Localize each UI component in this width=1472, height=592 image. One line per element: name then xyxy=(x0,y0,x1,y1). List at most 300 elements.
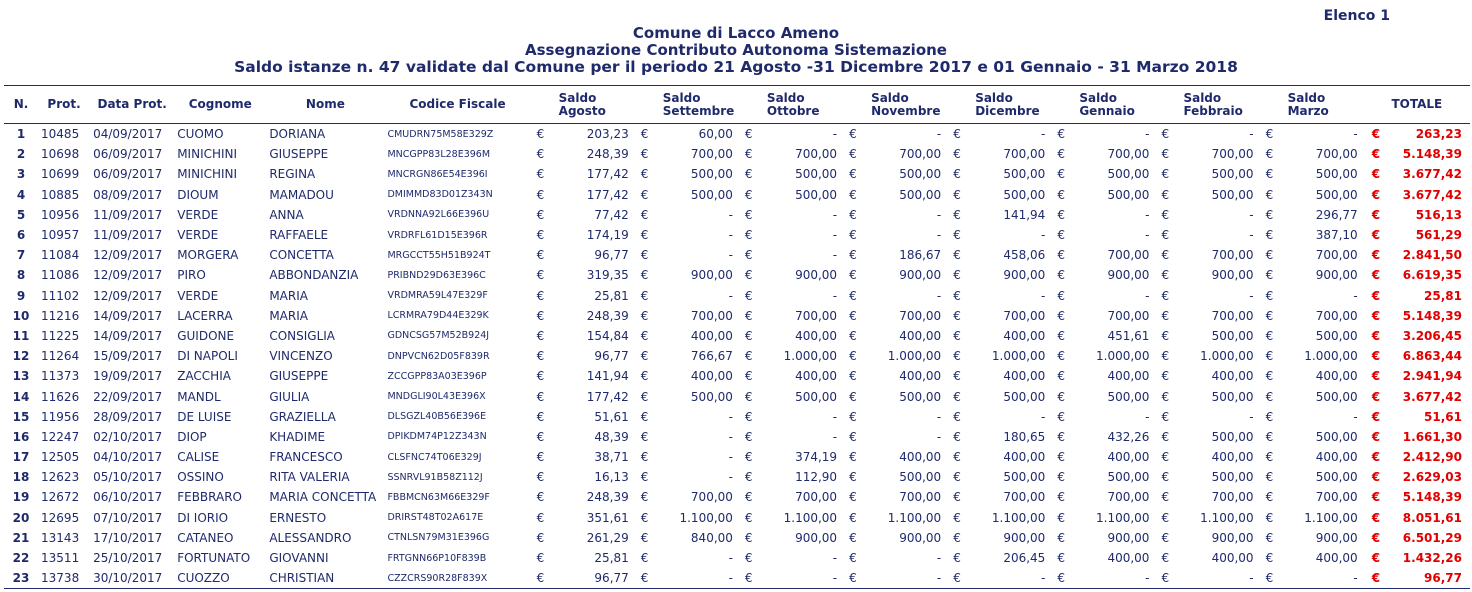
row-month-amount: - xyxy=(1177,568,1259,589)
row-month-amount: 248,39 xyxy=(586,147,629,162)
row-month-amount: 1.000,00 xyxy=(1096,349,1150,364)
row-month-amount: 432,26 xyxy=(1107,429,1150,444)
row-nome: MAMADOU xyxy=(269,187,334,202)
row-month-amount: - xyxy=(1073,568,1155,589)
row-month-amount: 374,19 xyxy=(795,450,838,465)
euro-symbol: € xyxy=(640,127,649,142)
row-cognome: MINICHINI xyxy=(177,147,238,162)
total-euro-symbol: € xyxy=(1371,510,1381,525)
euro-symbol: € xyxy=(744,429,753,444)
row-number: 22 xyxy=(12,551,30,566)
row-month-amount: 154,84 xyxy=(586,328,629,343)
euro-symbol: € xyxy=(536,450,545,465)
row-nome: GIULIA xyxy=(269,389,310,404)
euro-symbol: € xyxy=(536,207,545,222)
row-cognome: FORTUNATO xyxy=(177,551,251,566)
row-nome: ERNESTO xyxy=(269,510,327,525)
row-totale: 25,81 xyxy=(1424,288,1462,303)
row-totale: 1.432,26 xyxy=(1402,551,1462,566)
euro-symbol: € xyxy=(1057,228,1065,243)
row-data-prot: 02/10/2017 xyxy=(93,429,163,444)
header-codice-fiscale: Codice Fiscale xyxy=(384,86,530,124)
total-euro-symbol: € xyxy=(1371,268,1381,283)
row-number: 23 xyxy=(4,568,38,589)
euro-symbol: € xyxy=(1057,429,1065,444)
row-month-amount: 1.100,00 xyxy=(1200,510,1254,525)
table-row xyxy=(4,568,1470,589)
euro-symbol: € xyxy=(953,551,961,566)
row-nome: MARIA xyxy=(269,288,308,303)
row-codice-fiscale: ZCCGPP83A03E396P xyxy=(387,370,487,382)
row-number: 11 xyxy=(12,328,30,343)
euro-symbol: € xyxy=(849,207,857,222)
euro-symbol: € xyxy=(1265,147,1274,162)
row-nome: GIUSEPPE xyxy=(269,369,329,384)
euro-symbol: € xyxy=(1265,510,1274,525)
row-totale: 5.148,39 xyxy=(1402,308,1462,323)
row-month-amount: - xyxy=(1040,288,1046,303)
row-cognome: FEBBRARO xyxy=(177,490,242,505)
euro-symbol: € xyxy=(849,369,857,384)
row-month-amount: 500,00 xyxy=(1315,187,1358,202)
row-month-amount: 900,00 xyxy=(1315,530,1358,545)
row-month-amount: 400,00 xyxy=(899,328,942,343)
euro-symbol: € xyxy=(536,228,545,243)
row-totale: 5.148,39 xyxy=(1402,147,1462,162)
euro-symbol: € xyxy=(1265,308,1274,323)
row-month-amount: 96,77 xyxy=(594,248,629,263)
row-month-amount: 700,00 xyxy=(1211,308,1254,323)
row-month-amount: 1.100,00 xyxy=(887,510,942,525)
euro-symbol: € xyxy=(1265,369,1274,384)
euro-symbol: € xyxy=(635,568,657,589)
total-euro-symbol: € xyxy=(1371,167,1381,182)
header-n: N. xyxy=(4,86,38,124)
euro-symbol: € xyxy=(536,369,545,384)
row-codice-fiscale: VRDNNA92L66E396U xyxy=(387,209,490,221)
euro-symbol: € xyxy=(849,268,857,283)
euro-symbol: € xyxy=(744,268,753,283)
row-month-amount: - xyxy=(936,127,942,142)
row-cognome: LACERRA xyxy=(177,308,233,323)
table-body xyxy=(4,124,1470,589)
euro-symbol: € xyxy=(849,308,857,323)
euro-symbol: € xyxy=(744,187,753,202)
row-nome: CONCETTA xyxy=(269,248,334,263)
row-totale: 3.206,45 xyxy=(1402,328,1462,343)
row-month-amount: 400,00 xyxy=(1003,450,1046,465)
row-month-amount: 112,90 xyxy=(795,470,838,485)
row-month-amount: - xyxy=(832,288,838,303)
euro-symbol: € xyxy=(536,551,545,566)
row-month-amount: 500,00 xyxy=(690,389,733,404)
row-data-prot: 11/09/2017 xyxy=(93,207,163,222)
total-euro-symbol: € xyxy=(1371,369,1381,384)
euro-symbol: € xyxy=(1265,328,1274,343)
row-month-amount: - xyxy=(728,429,733,444)
euro-symbol: € xyxy=(1057,187,1065,202)
euro-symbol: € xyxy=(953,510,961,525)
row-month-amount: 1.100,00 xyxy=(991,510,1046,525)
row-codice-fiscale: DMIMMD83D01Z343N xyxy=(387,189,493,201)
row-month-amount: 700,00 xyxy=(1003,308,1046,323)
row-month-amount: 51,61 xyxy=(594,409,629,424)
row-number: 9 xyxy=(16,288,26,303)
euro-symbol: € xyxy=(640,470,649,485)
row-number: 15 xyxy=(12,409,30,424)
header-prot: Prot. xyxy=(38,86,90,124)
total-euro-symbol: € xyxy=(1371,389,1381,404)
row-month-amount: 500,00 xyxy=(1211,328,1254,343)
euro-symbol: € xyxy=(849,389,857,404)
row-month-amount: 500,00 xyxy=(1003,470,1046,485)
row-month-amount: 500,00 xyxy=(899,470,942,485)
row-codice-fiscale: DPIKDM74P12Z343N xyxy=(387,431,487,443)
euro-symbol: € xyxy=(536,147,545,162)
euro-symbol: € xyxy=(744,308,753,323)
euro-symbol: € xyxy=(953,127,961,142)
euro-symbol: € xyxy=(953,389,961,404)
row-month-amount: 700,00 xyxy=(1003,490,1046,505)
row-month-amount: 900,00 xyxy=(1107,530,1150,545)
table-row xyxy=(4,185,1470,205)
row-totale: 6.501,29 xyxy=(1402,530,1462,545)
euro-symbol: € xyxy=(1260,568,1282,589)
row-month-amount: 700,00 xyxy=(1315,248,1358,263)
euro-symbol: € xyxy=(1057,328,1065,343)
euro-symbol: € xyxy=(1057,308,1065,323)
euro-symbol: € xyxy=(953,147,961,162)
row-month-amount: 400,00 xyxy=(1003,369,1046,384)
row-number: 3 xyxy=(16,167,26,182)
row-month-amount: - xyxy=(761,568,843,589)
euro-symbol: € xyxy=(1265,248,1274,263)
row-cognome: CATANEO xyxy=(177,530,234,545)
row-month-amount: 141,94 xyxy=(586,369,629,384)
euro-symbol: € xyxy=(640,429,649,444)
row-nome: ALESSANDRO xyxy=(269,530,352,545)
document-title-block xyxy=(0,25,1472,76)
euro-symbol: € xyxy=(536,288,545,303)
euro-symbol: € xyxy=(1265,450,1274,465)
row-nome: RITA VALERIA xyxy=(269,470,350,485)
total-euro-symbol: € xyxy=(1371,349,1381,364)
row-month-amount: 500,00 xyxy=(1211,187,1254,202)
row-month-amount: 900,00 xyxy=(1211,268,1254,283)
row-month-amount: - xyxy=(832,248,838,263)
row-cognome: CUOMO xyxy=(177,127,224,142)
row-month-amount: 500,00 xyxy=(1315,389,1358,404)
euro-symbol: € xyxy=(1161,429,1170,444)
row-cognome: CALISE xyxy=(177,450,220,465)
euro-symbol: € xyxy=(640,389,649,404)
row-prot: 13143 xyxy=(41,530,80,545)
row-month-amount: 1.000,00 xyxy=(1304,349,1358,364)
euro-symbol: € xyxy=(1161,490,1170,505)
row-month-amount: 400,00 xyxy=(795,328,838,343)
row-month-amount: 500,00 xyxy=(690,167,733,182)
euro-symbol: € xyxy=(1265,288,1274,303)
row-month-amount: 700,00 xyxy=(1315,490,1358,505)
row-month-amount: 500,00 xyxy=(1107,187,1150,202)
euro-symbol: € xyxy=(1265,530,1274,545)
euro-symbol: € xyxy=(744,369,753,384)
table-row xyxy=(4,205,1470,225)
euro-symbol: € xyxy=(1057,409,1065,424)
row-data-prot: 25/10/2017 xyxy=(93,551,163,566)
row-month-amount: - xyxy=(936,551,942,566)
row-codice-fiscale: FBBMCN63M66E329F xyxy=(387,491,490,503)
row-month-amount: 500,00 xyxy=(1211,429,1254,444)
row-number: 17 xyxy=(12,450,30,465)
euro-symbol: € xyxy=(953,308,961,323)
row-cognome: VERDE xyxy=(177,207,219,222)
euro-symbol: € xyxy=(849,127,857,142)
euro-symbol: € xyxy=(1161,470,1170,485)
euro-symbol: € xyxy=(1057,470,1065,485)
row-nome: GIOVANNI xyxy=(269,551,329,566)
row-codice-fiscale: GDNCSG57M52B924J xyxy=(387,330,490,342)
total-euro-symbol: € xyxy=(1371,248,1381,263)
euro-symbol: € xyxy=(1265,409,1274,424)
total-euro-symbol: € xyxy=(1371,127,1381,142)
header-saldo-gennaio: Saldo Gennaio xyxy=(1051,86,1155,124)
row-month-amount: - xyxy=(728,450,733,465)
euro-symbol: € xyxy=(640,551,649,566)
row-cognome: DIOUM xyxy=(177,187,219,202)
row-codice-fiscale: DLSGZL40B56E396E xyxy=(387,411,487,423)
euro-symbol: € xyxy=(953,490,961,505)
euro-symbol: € xyxy=(1265,228,1274,243)
euro-symbol: € xyxy=(1161,187,1170,202)
row-totale: 3.677,42 xyxy=(1402,187,1462,202)
euro-symbol: € xyxy=(640,228,649,243)
row-month-amount: 1.000,00 xyxy=(887,349,942,364)
euro-symbol: € xyxy=(744,127,753,142)
row-number: 20 xyxy=(12,510,30,525)
euro-symbol: € xyxy=(1161,551,1170,566)
total-euro-symbol: € xyxy=(1371,147,1381,162)
euro-symbol: € xyxy=(953,429,961,444)
euro-symbol: € xyxy=(849,409,857,424)
row-data-prot: 06/09/2017 xyxy=(93,147,163,162)
row-number: 18 xyxy=(12,470,30,485)
euro-symbol: € xyxy=(536,490,545,505)
row-month-amount: 700,00 xyxy=(1315,147,1358,162)
euro-symbol: € xyxy=(1265,551,1274,566)
euro-symbol: € xyxy=(536,308,545,323)
row-month-amount: 700,00 xyxy=(899,147,942,162)
total-euro-symbol: € xyxy=(1364,568,1388,589)
euro-symbol: € xyxy=(1057,288,1065,303)
row-month-amount: 700,00 xyxy=(1107,308,1150,323)
row-data-prot: 12/09/2017 xyxy=(93,248,163,263)
row-month-amount: - xyxy=(936,228,942,243)
row-number: 4 xyxy=(16,187,26,202)
euro-symbol: € xyxy=(849,551,857,566)
row-month-amount: 500,00 xyxy=(1315,429,1358,444)
euro-symbol: € xyxy=(1057,510,1065,525)
euro-symbol: € xyxy=(1161,369,1170,384)
row-data-prot: 06/09/2017 xyxy=(93,167,163,182)
euro-symbol: € xyxy=(849,530,857,545)
euro-symbol: € xyxy=(849,147,857,162)
row-month-amount: 700,00 xyxy=(1211,490,1254,505)
row-month-amount: 700,00 xyxy=(1107,147,1150,162)
row-month-amount: 77,42 xyxy=(594,207,629,222)
row-number: 7 xyxy=(16,248,26,263)
row-month-amount: 400,00 xyxy=(899,450,942,465)
row-month-amount: 500,00 xyxy=(1211,389,1254,404)
euro-symbol: € xyxy=(1161,207,1170,222)
row-month-amount: 25,81 xyxy=(594,551,629,566)
row-prot: 12505 xyxy=(41,450,80,465)
row-month-amount: 900,00 xyxy=(1315,268,1358,283)
row-month-amount: 500,00 xyxy=(1003,389,1046,404)
euro-symbol: € xyxy=(744,207,753,222)
euro-symbol: € xyxy=(640,369,649,384)
table-row xyxy=(4,326,1470,346)
row-month-amount: 700,00 xyxy=(1107,248,1150,263)
row-month-amount: 296,77 xyxy=(1315,207,1358,222)
row-month-amount: 60,00 xyxy=(698,127,733,142)
row-month-amount: 900,00 xyxy=(899,268,942,283)
total-euro-symbol: € xyxy=(1371,207,1381,222)
euro-symbol: € xyxy=(1051,568,1073,589)
euro-symbol: € xyxy=(1265,429,1274,444)
row-data-prot: 17/10/2017 xyxy=(93,530,163,545)
row-data-prot: 30/10/2017 xyxy=(90,568,174,589)
row-data-prot: 14/09/2017 xyxy=(93,308,163,323)
euro-symbol: € xyxy=(843,568,865,589)
euro-symbol: € xyxy=(1057,530,1065,545)
euro-symbol: € xyxy=(849,470,857,485)
row-prot: 11216 xyxy=(41,308,80,323)
euro-symbol: € xyxy=(640,288,649,303)
row-prot: 13511 xyxy=(41,551,80,566)
row-prot: 12695 xyxy=(41,510,80,525)
euro-symbol: € xyxy=(536,470,545,485)
row-cognome: DI IORIO xyxy=(177,510,229,525)
euro-symbol: € xyxy=(744,288,753,303)
row-cognome: GUIDONE xyxy=(177,328,235,343)
euro-symbol: € xyxy=(536,268,545,283)
total-euro-symbol: € xyxy=(1371,490,1381,505)
euro-symbol: € xyxy=(849,167,857,182)
euro-symbol: € xyxy=(1161,127,1170,142)
row-month-amount: - xyxy=(832,228,838,243)
row-month-amount: 261,29 xyxy=(586,530,629,545)
euro-symbol: € xyxy=(640,510,649,525)
row-month-amount: 500,00 xyxy=(1003,187,1046,202)
row-month-amount: 400,00 xyxy=(1107,369,1150,384)
row-month-amount: 174,19 xyxy=(586,228,629,243)
row-month-amount: - xyxy=(728,551,733,566)
row-nome: RAFFAELE xyxy=(269,228,329,243)
row-prot: 13738 xyxy=(38,568,90,589)
row-month-amount: 500,00 xyxy=(690,187,733,202)
row-month-amount: 500,00 xyxy=(795,167,838,182)
row-month-amount: - xyxy=(657,568,739,589)
euro-symbol: € xyxy=(640,308,649,323)
row-totale: 2.941,94 xyxy=(1402,369,1462,384)
euro-symbol: € xyxy=(1057,369,1065,384)
list-label: Elenco 1 xyxy=(1323,8,1390,24)
row-month-amount: - xyxy=(832,207,838,222)
euro-symbol: € xyxy=(536,409,545,424)
row-month-amount: - xyxy=(832,551,838,566)
euro-symbol: € xyxy=(536,530,545,545)
row-prot: 11626 xyxy=(41,389,80,404)
row-month-amount: - xyxy=(1145,127,1150,142)
header-saldo-ottobre: Saldo Ottobre xyxy=(739,86,843,124)
row-number: 13 xyxy=(12,369,30,384)
euro-symbol: € xyxy=(1161,308,1170,323)
euro-symbol: € xyxy=(744,248,753,263)
row-number: 21 xyxy=(12,530,30,545)
row-month-amount: 400,00 xyxy=(1211,369,1254,384)
euro-symbol: € xyxy=(1057,147,1065,162)
row-month-amount: 351,61 xyxy=(586,510,629,525)
row-prot: 11102 xyxy=(41,288,80,303)
row-totale: 5.148,39 xyxy=(1402,490,1462,505)
euro-symbol: € xyxy=(849,288,857,303)
euro-symbol: € xyxy=(953,167,961,182)
row-codice-fiscale: VRDMRA59L47E329F xyxy=(387,290,488,302)
euro-symbol: € xyxy=(640,268,649,283)
euro-symbol: € xyxy=(1161,450,1170,465)
row-month-amount: 500,00 xyxy=(1107,167,1150,182)
table-row xyxy=(4,306,1470,326)
row-month-amount: 1.100,00 xyxy=(1304,510,1358,525)
euro-symbol: € xyxy=(849,450,857,465)
row-month-amount: 500,00 xyxy=(1315,167,1358,182)
header-saldo-settembre: Saldo Settembre xyxy=(635,86,739,124)
row-month-amount: - xyxy=(1282,568,1364,589)
row-prot: 10699 xyxy=(41,167,80,182)
header-row xyxy=(4,86,1470,124)
euro-symbol: € xyxy=(536,127,545,142)
row-totale: 2.841,50 xyxy=(1402,248,1462,263)
row-month-amount: 700,00 xyxy=(690,490,733,505)
row-cognome: VERDE xyxy=(177,228,219,243)
row-month-amount: 400,00 xyxy=(1003,328,1046,343)
euro-symbol: € xyxy=(744,228,753,243)
euro-symbol: € xyxy=(953,530,961,545)
euro-symbol: € xyxy=(947,568,969,589)
row-month-amount: 500,00 xyxy=(1107,389,1150,404)
row-month-amount: 766,67 xyxy=(690,349,733,364)
row-month-amount: 1.100,00 xyxy=(783,510,838,525)
table-row xyxy=(4,508,1470,528)
row-month-amount: - xyxy=(728,228,733,243)
row-data-prot: 19/09/2017 xyxy=(93,369,163,384)
euro-symbol: € xyxy=(1265,349,1274,364)
row-totale: 561,29 xyxy=(1415,228,1462,243)
euro-symbol: € xyxy=(1161,409,1170,424)
row-month-amount: - xyxy=(969,568,1051,589)
row-month-amount: - xyxy=(1145,228,1150,243)
row-month-amount: - xyxy=(1040,127,1046,142)
row-prot: 11373 xyxy=(41,369,80,384)
row-month-amount: 700,00 xyxy=(795,490,838,505)
table-row xyxy=(4,528,1470,548)
row-month-amount: 500,00 xyxy=(795,187,838,202)
row-cognome: MANDL xyxy=(177,389,221,404)
euro-symbol: € xyxy=(536,389,545,404)
row-month-amount: 1.100,00 xyxy=(679,510,733,525)
row-month-amount: 400,00 xyxy=(1315,450,1358,465)
